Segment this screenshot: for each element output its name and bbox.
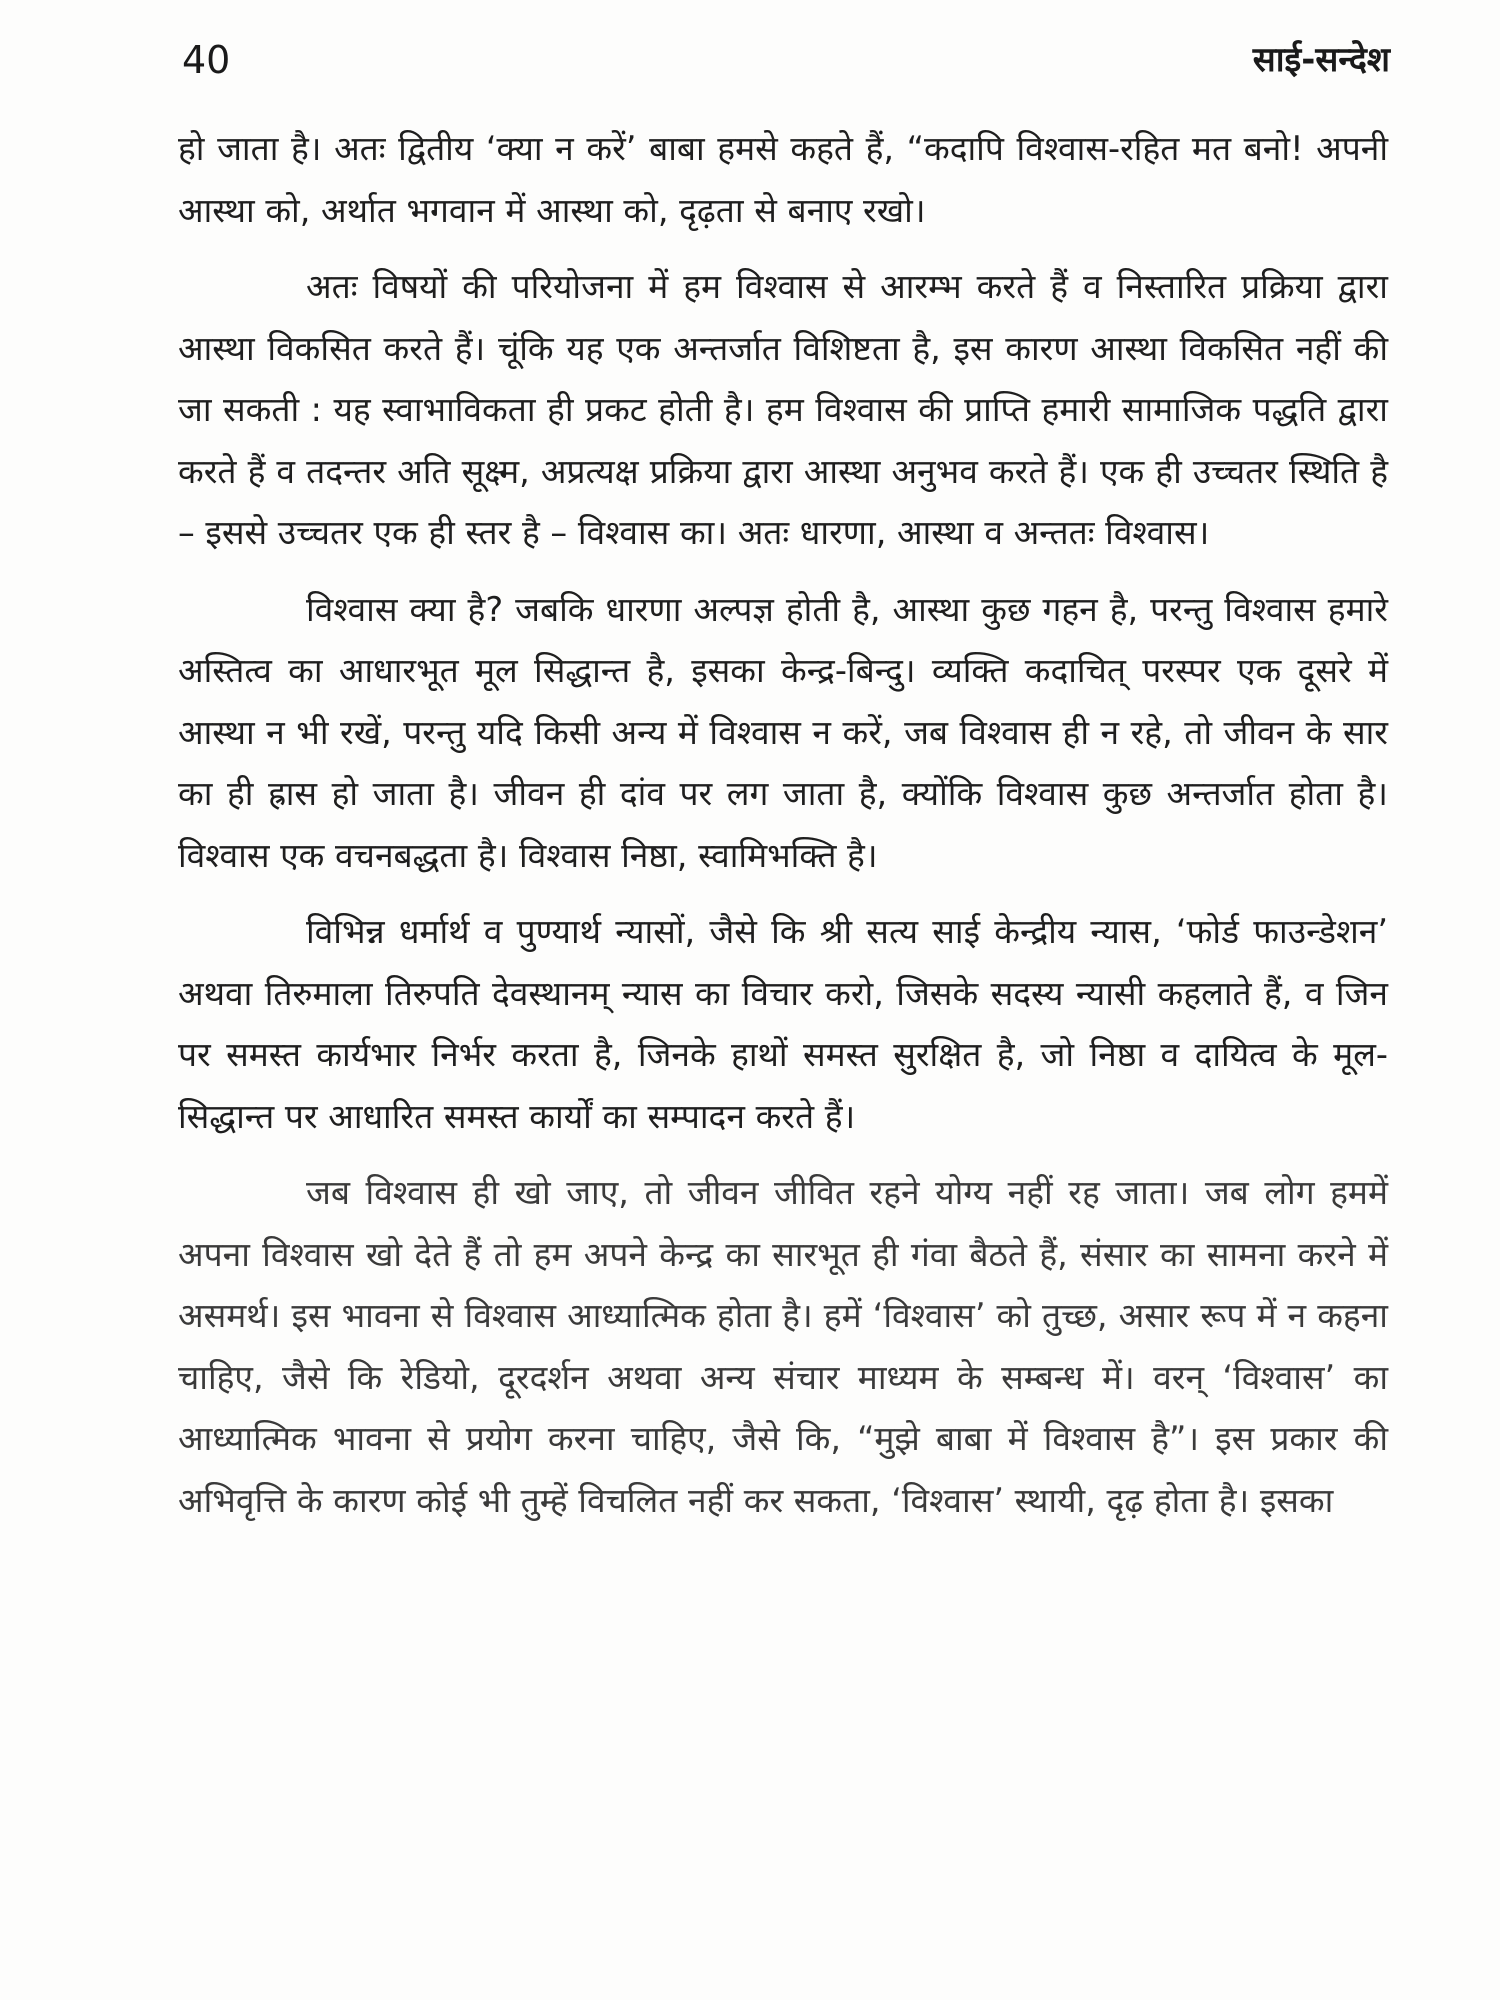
body-text xyxy=(178,118,1388,1546)
paragraph-losing-trust: जब विश्वास ही खो जाए, तो जीवन जीवित रहने योग्य नहीं रह जाता। जब लोग हममें अपना विश्वास खो देते हैं तो हम अपने केन्द्र का सारभूत ही गंवा बैठते हैं, संसार का सामना करने में असमर्थ। इस भावना से विश्वास आध्यात्मिक होता है। हमें ‘विश्वास’ को तुच्छ, असार रूप में न कहना चाहिए, जैसे कि रेडियो, दूरदर्शन अथवा अन्य संचार माध्यम के सम्बन्ध में। वरन् ‘विश्वास’ का आध्यात्मिक भावना से प्रयोग करना चाहिए, जैसे कि, “मुझे बाबा में विश्वास है”। इस प्रकार की अभिवृत्ति के कारण कोई भी तुम्हें विचलित नहीं कर सकता, ‘विश्वास’ स्थायी, दृढ़ होता है। इसका xyxy=(178,1173,1388,1520)
page-header xyxy=(182,30,1390,90)
paragraph-what-is-trust: विश्वास क्या है? जबकि धारणा अल्पज्ञ होती है, आस्था कुछ गहन है, परन्तु विश्वास हमारे अस्तित्व का आधारभूत मूल सिद्धान्त है, इसका केन्द्र-बिन्दु। व्यक्ति कदाचित् परस्पर एक दूसरे में आस्था न भी रखें, परन्तु यदि किसी अन्य में विश्वास न करें, जब विश्वास ही न रहे, तो जीवन के सार का ही ह्रास हो जाता है। जीवन ही दांव पर लग जाता है, क्योंकि विश्वास कुछ अन्तर्जात होता है। विश्वास एक वचनबद्धता है। विश्वास निष्ठा, स्वामिभक्ति है। xyxy=(178,589,1388,875)
page-number: 40 xyxy=(182,38,231,82)
paragraph-continuation: हो जाता है। अतः द्वितीय ‘क्या न करें’ बाबा हमसे कहते हैं, “कदापि विश्वास-रहित मत बनो! अपनी आस्था को, अर्थात भगवान में आस्था को, दृढ़ता से बनाए रखो। xyxy=(178,129,1388,230)
paragraph-faith-development: अतः विषयों की परियोजना में हम विश्वास से आरम्भ करते हैं व निस्तारित प्रक्रिया द्वारा आस्था विकसित करते हैं। चूंकि यह एक अन्तर्जात विशिष्टता है, इस कारण आस्था विकसित नहीं की जा सकती : यह स्वाभाविकता ही प्रकट होती है। हम विश्वास की प्राप्ति हमारी सामाजिक पद्धति द्वारा करते हैं व तदन्तर अति सूक्ष्म, अप्रत्यक्ष प्रक्रिया द्वारा आस्था अनुभव करते हैं। एक ही उच्चतर स्थिति है – इससे उच्चतर एक ही स्तर है – विश्वास का। अतः धारणा, आस्था व अन्ततः विश्वास। xyxy=(178,267,1388,552)
running-title: साई-सन्देश xyxy=(1252,40,1390,80)
paragraph-trusts-example: विभिन्न धर्मार्थ व पुण्यार्थ न्यासों, जैसे कि श्री सत्य साई केन्द्रीय न्यास, ‘फोर्ड फाउन्डेशन’ अथवा तिरुमाला तिरुपति देवस्थानम् न्यास का विचार करो, जिसके सदस्य न्यासी कहलाते हैं, व जिन पर समस्त कार्यभार निर्भर करता है, जिनके हाथों समस्त सुरक्षित है, जो निष्ठा व दायित्व के मूल-सिद्धान्त पर आधारित समस्त कार्यों का सम्पादन करते हैं। xyxy=(178,912,1388,1136)
